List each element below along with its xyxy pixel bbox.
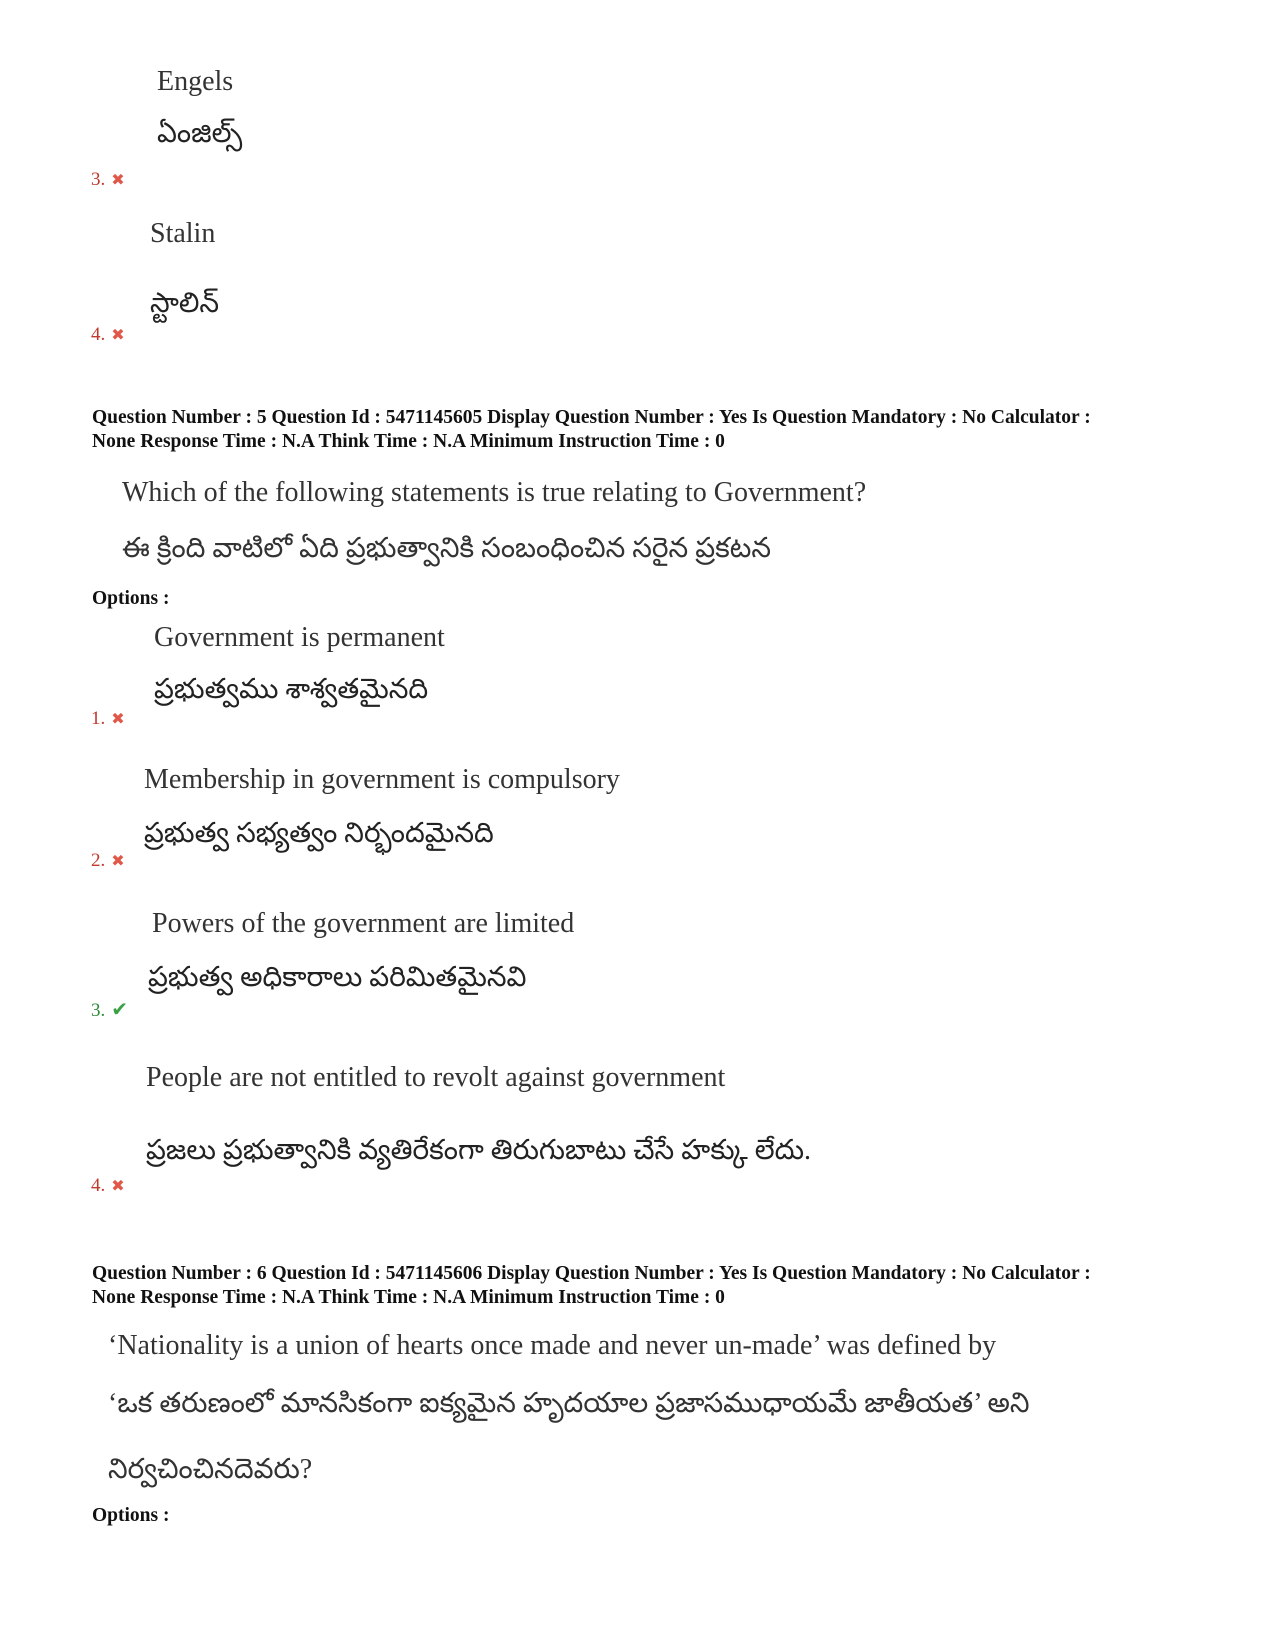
question-6-meta-line1: Question Number : 6 Question Id : 5471145606 Display Question Number : Yes Is Question Mandatory : No Calculator : [92, 1263, 1091, 1284]
option-4-text-te: స్టాలిన్ [150, 288, 220, 319]
option-4-marker [91, 324, 125, 346]
q5-option-1-text-te: ప్రభుత్వము శాశ్వతమైనది [154, 674, 429, 705]
question-6-text-te-line1: ‘ఒక తరుణంలో మానసికంగా ఐక్యమైన హృదయాల ప్రజాసముధాయమే జాతీయత’ అని [108, 1388, 1030, 1419]
option-3-text-en: Engels [157, 66, 234, 97]
cross-icon: ✖ [111, 327, 125, 344]
question-5-meta-line1: Question Number : 5 Question Id : 5471145605 Display Question Number : Yes Is Question Mandatory : No Calculator : [92, 407, 1091, 428]
q5-option-3-text-en: Powers of the government are limited [152, 908, 575, 939]
option-3-text-te: ఏంజిల్స్ [157, 118, 243, 149]
option-number: 4. [91, 324, 106, 345]
option-3-marker [91, 169, 125, 191]
option-4-text-en: Stalin [150, 218, 216, 249]
question-6-meta [92, 1262, 1202, 1310]
q5-option-3-text-te: ప్రభుత్వ అధికారాలు పరిమితమైనవి [148, 962, 527, 993]
question-6-options-label: Options : [92, 1505, 170, 1526]
question-5-text-te: ఈ క్రింది వాటిలో ఏది ప్రభుత్వానికి సంబంధించిన సరైన ప్రకటన [122, 533, 771, 564]
question-5-meta-line2: None Response Time : N.A Think Time : N.A Minimum Instruction Time : 0 [92, 431, 725, 452]
option-number: 4. [91, 1175, 106, 1196]
question-6-meta-line2: None Response Time : N.A Think Time : N.A Minimum Instruction Time : 0 [92, 1287, 725, 1308]
q5-option-4-text-te: ప్రజలు ప్రభుత్వానికి వ్యతిరేకంగా తిరుగుబాటు చేసే హక్కు లేదు. [146, 1135, 812, 1166]
cross-icon: ✖ [111, 172, 125, 189]
q5-option-2-text-te: ప్రభుత్వ సభ్యత్వం నిర్భందమైనది [144, 818, 494, 849]
question-6-text-en: ‘Nationality is a union of hearts once made and never un-made’ was defined by [108, 1330, 997, 1361]
option-number: 3. [91, 169, 106, 190]
option-number: 2. [91, 850, 106, 871]
question-5-text-en: Which of the following statements is true relating to Government? [122, 477, 867, 508]
q5-option-4-marker [91, 1175, 125, 1197]
q5-option-1-text-en: Government is permanent [154, 622, 445, 653]
q5-option-2-text-en: Membership in government is compulsory [144, 764, 620, 795]
check-icon: ✔ [111, 999, 129, 1021]
q5-option-2-marker [91, 850, 125, 872]
q5-option-1-marker [91, 708, 125, 730]
cross-icon: ✖ [111, 1178, 125, 1195]
question-5-meta [92, 406, 1202, 454]
q5-option-4-text-en: People are not entitled to revolt against government [146, 1062, 726, 1093]
option-number: 3. [91, 1000, 106, 1021]
option-number: 1. [91, 708, 106, 729]
cross-icon: ✖ [111, 853, 125, 870]
question-5-options-label: Options : [92, 588, 170, 609]
q5-option-3-marker [91, 997, 128, 1022]
cross-icon: ✖ [111, 711, 125, 728]
question-6-text-te-line2: నిర్వచించినదెవరు? [108, 1454, 313, 1485]
